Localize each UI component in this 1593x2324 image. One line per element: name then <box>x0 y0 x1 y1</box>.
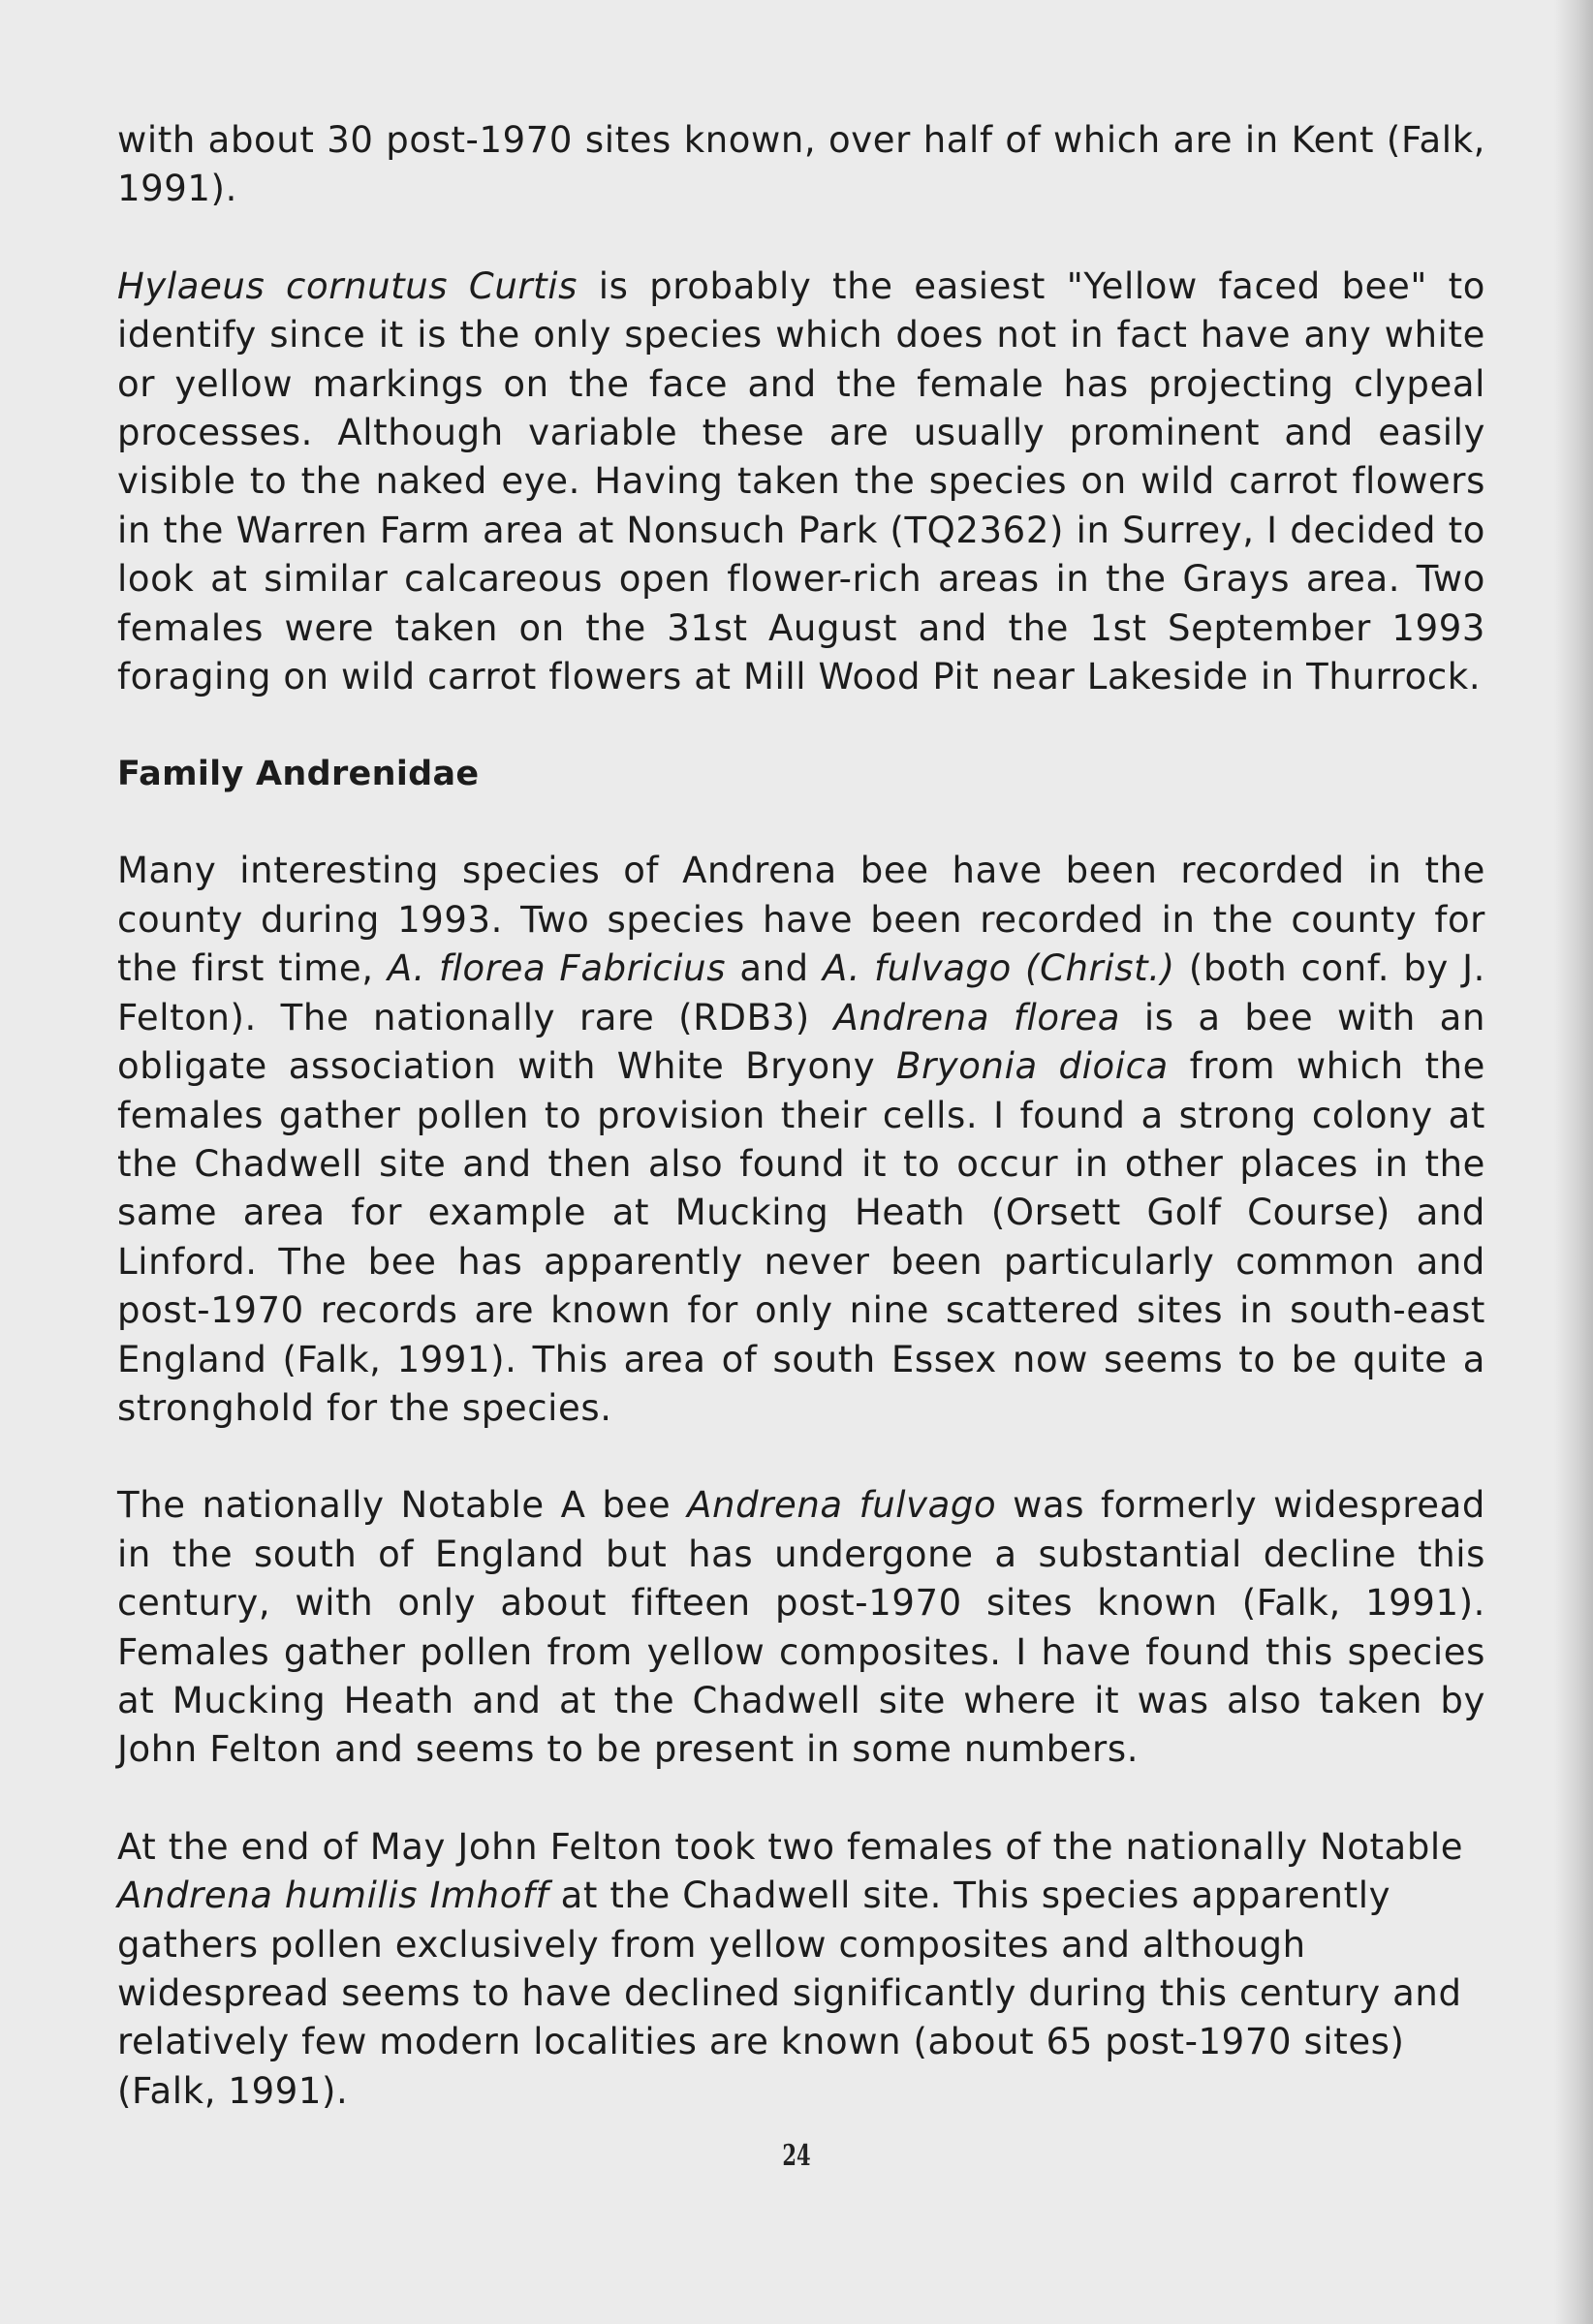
paragraph-andrena-humilis <box>117 1823 1485 2116</box>
species-name: Hylaeus cornutus Curtis <box>117 264 578 307</box>
text-run: and <box>726 947 823 990</box>
section-heading: Family Andrenidae <box>117 755 480 794</box>
page-edge-shadow <box>1554 0 1593 2324</box>
paragraph-andrena-fulvago <box>117 1481 1485 1774</box>
species-name: Bryonia dioica <box>896 1045 1169 1088</box>
species-name: Andrena florea <box>833 996 1121 1038</box>
paragraph-hylaeus-cornutus <box>117 263 1485 702</box>
species-name: A. fulvago (Christ.) <box>822 947 1175 990</box>
text-run: Many interesting species of Andrena bee have been recorded in the county during 1993. Two species have been recorded in the county for the first time, <box>117 850 1485 990</box>
species-name: Andrena fulvago <box>687 1484 997 1527</box>
paragraph-andrena <box>117 847 1485 1433</box>
paragraph-continued <box>117 116 1485 214</box>
text-run: The nationally Notable A bee <box>117 1484 688 1527</box>
text-run: is a bee with an obligate association with White Bryony <box>117 996 1485 1088</box>
text-run: from which the females gather pollen to provision their cells. I found a strong colony at the Chadwell site and then also found it to occur in other places in the same area for example at Mucking Heath (Orsett Golf Course) and Linford. The bee has apparently never been particularly common and post-1970 records are known for only nine scattered sites in south-east England (Falk, 1991). This area of south Essex now seems to be quite a stronghold for the species. <box>117 1045 1485 1429</box>
page-number: 24 <box>782 2139 811 2173</box>
text-run: is probably the easiest "Yellow faced bee" to identify since it is the only species which does not in fact have any white or yellow markings on the face and the female has projecting clypeal processes. Although variable these are usually prominent and easily visible to the naked eye. Having taken the species on wild carrot flowers in the Warren Farm area at Nonsuch Park (TQ2362) in Surrey, I decided to look at similar calcareous open flower-rich areas in the Grays area. Two females were taken on the 31st August and the 1st September 1993 foraging on wild carrot flowers at Mill Wood Pit near Lakeside in Thurrock. <box>117 264 1486 698</box>
text-run: with about 30 post-1970 sites known, over half of which are in Kent (Falk, 1991). <box>117 119 1485 210</box>
text-run: at the Chadwell site. This species apparently gathers pollen exclusively from yellow composites and although widespread seems to have declined significantly during this century and relatively few modern localities are known (about 65 post-1970 sites) (Falk, 1991). <box>117 1875 1462 2112</box>
document-page <box>117 116 1485 2116</box>
species-name: Andrena humilis Imhoff <box>117 1875 549 1917</box>
text-run: was formerly widespread in the south of England but has undergone a substantial decline this century, with only about fifteen post-1970 sites known (Falk, 1991). Females gather pollen from yellow composites. I have found this species at Mucking Heath and at the Chadwell site where it was also taken by John Felton and seems to be present in some numbers. <box>117 1484 1486 1771</box>
species-name: A. florea Fabricius <box>387 947 727 990</box>
text-run: At the end of May John Felton took two females of the nationally Notable <box>117 1825 1464 1868</box>
text-run: (both conf. by J. Felton). The nationally rare (RDB3) <box>117 947 1485 1038</box>
